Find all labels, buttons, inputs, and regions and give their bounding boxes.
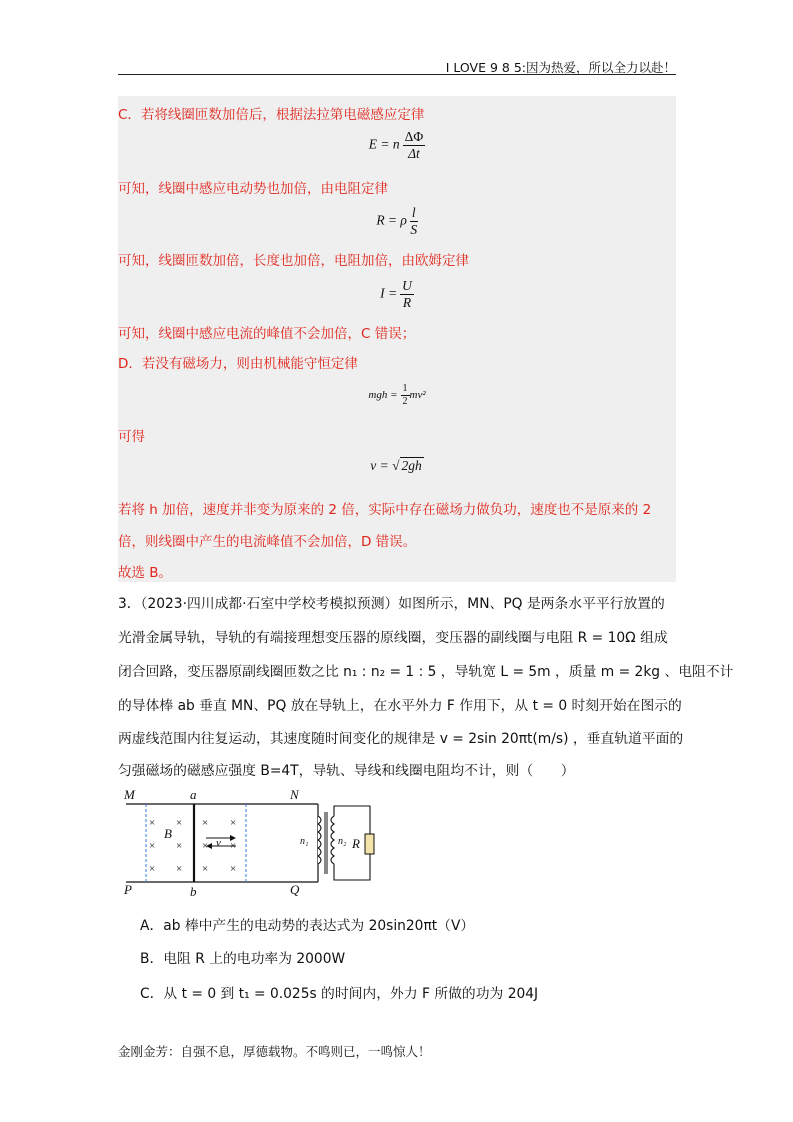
eq3-lhs: I = [380,285,398,301]
secondary-coil [331,816,334,864]
equation-energy [118,383,676,408]
secondary-wire-top [334,806,370,834]
cross: × [149,863,156,875]
question-line-4: 的导体棒 ab 垂直 MN、PQ 放在导轨上，在水平外力 F 作用下，从 t = 0 时刻开始在图示的 [118,698,682,714]
label-b-field: B [164,826,172,841]
label-n: N [290,787,299,802]
equation-velocity [118,458,676,474]
answer-text: 故选 B。 [118,565,173,581]
eq2-lhs: R = ρ [376,212,407,228]
option-c[interactable]: C．从 t = 0 到 t₁ = 0.025s 的时间内，外力 F 所做的功为 204J [140,986,539,1002]
eq3-num: U [402,278,412,293]
eq4-den: 2 [402,396,408,407]
label-r: R [352,836,360,851]
cross: × [176,863,183,875]
resistor-r [365,834,374,854]
eq1-lhs: E = n [368,136,400,152]
cross: × [230,817,237,829]
question-line-6: 匀强磁场的磁感应强度 B=4T，导轨、导线和线圈电阻均不计，则（ ） [118,763,575,779]
eq1-den: Δt [408,146,420,161]
cross: × [149,817,156,829]
cross: × [176,840,183,852]
cross: × [202,817,209,829]
eq5-lhs: v = [370,458,389,473]
equation-ohm [118,278,676,311]
c-text-3: 可知，线圈匝数加倍，长度也加倍，电阻加倍，由欧姆定律 [118,253,469,269]
eq4-rhs: mv² [409,389,426,402]
label-n2: n₂ [338,836,347,847]
eq1-num: ΔΦ [404,129,424,144]
sqrt-symbol: √ [392,458,400,473]
cross: × [202,840,209,852]
c-intro-text: C．若将线圈匝数加倍后，根据法拉第电磁感应定律 [118,107,425,123]
primary-coil [318,816,321,864]
question-line-3: 闭合回路，变压器原副线圈匝数之比 n₁ : n₂ = 1 : 5 ，导轨宽 L = 5m ，质量 m = 2kg 、电阻不计 [118,664,734,680]
header-rule [118,74,676,75]
page-header: I LOVE 9 8 5:因为热爱，所以全力以赴！ [445,60,676,75]
d-text-2: 可得 [118,429,145,445]
eq2-den: S [410,222,418,237]
eq4-num: 1 [402,383,408,394]
cross: × [230,840,237,852]
circuit-diagram [118,786,380,898]
text-band-5 [118,418,676,448]
label-v: v [216,837,221,849]
d-text-3a: 若将 h 加倍，速度并非变为原来的 2 倍，实际中存在磁场力做负功，速度也不是原来的 2 [118,502,652,518]
c-text-2: 可知，线圈中感应电动势也加倍，由电阻定律 [118,181,388,197]
eq2-num: l [411,205,416,220]
cross: × [230,863,237,875]
d-intro-text: D．若没有磁场力，则由机械能守恒定律 [118,356,358,372]
eq4-fraction [401,383,410,408]
option-a[interactable]: A．ab 棒中产生的电动势的表达式为 20sin20πt（V） [140,918,475,934]
label-a: a [190,787,197,802]
label-b: b [190,884,197,898]
eq3-fraction [400,278,414,311]
secondary-wire-bottom [334,854,370,880]
page-footer: 金刚金芳：自强不息，厚德载物。不鸣则已，一鸣惊人！ [118,1044,431,1059]
label-q: Q [290,882,300,897]
label-p: P [124,882,132,897]
cross: × [176,817,183,829]
equation-resistance [118,205,676,238]
c-text-4: 可知，线圈中感应电流的峰值不会加倍，C 错误； [118,326,416,342]
option-b[interactable]: B．电阻 R 上的电功率为 2000W [140,951,346,967]
eq3-den: R [402,295,412,310]
d-text-3b: 倍，则线圈中产生的电流峰值不会加倍，D 错误。 [118,534,417,550]
eq5-radicand: 2gh [401,458,422,473]
eq4-lhs: mgh = [368,389,398,402]
equation-faraday [118,129,676,162]
label-m: M [124,787,135,802]
question-line-1: 3．（2023·四川成都·石室中学校考模拟预测）如图所示，MN、PQ 是两条水平平行放置的 [118,596,665,612]
cross: × [149,840,156,852]
eq2-fraction [410,205,418,238]
cross: × [202,863,209,875]
question-line-2: 光滑金属导轨，导轨的有端接理想变压器的原线圈，变压器的副线圈与电阻 R = 10Ω 组成 [118,630,668,646]
label-n1: n₁ [300,836,309,847]
question-line-5: 两虚线范围内往复运动，其速度随时间变化的规律是 v = 2sin 20πt(m/s) ，垂直轨道平面的 [118,731,684,747]
eq1-fraction [403,129,426,162]
